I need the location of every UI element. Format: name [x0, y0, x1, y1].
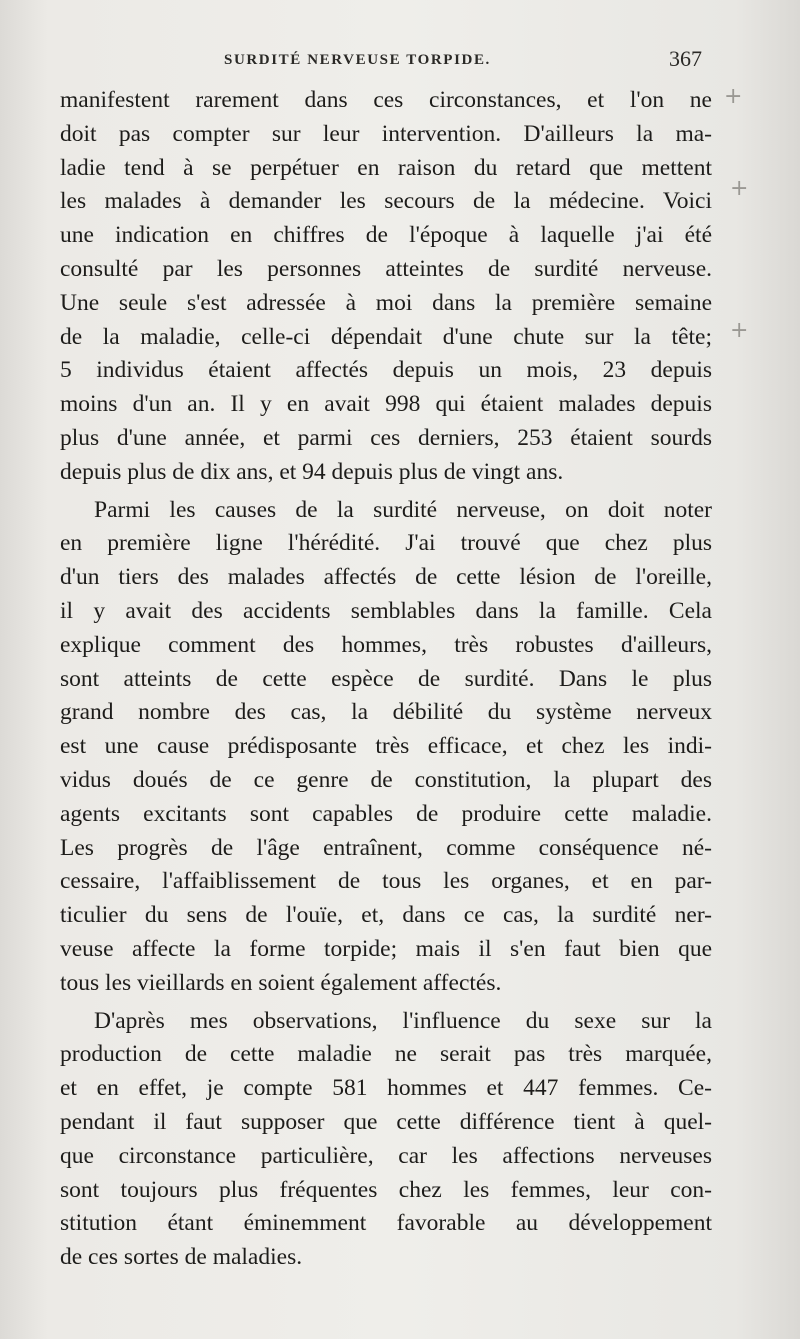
paragraph-1	[60, 84, 712, 490]
text-line: plus d'une année, et parmi ces derniers, 253 étaient sourds	[60, 424, 712, 451]
text-line: les malades à demander les secours de la médecine. Voici	[60, 188, 712, 215]
text-line: sont toujours plus fréquentes chez les femmes, leur con-	[60, 1176, 712, 1203]
text-line: moins d'un an. Il y en avait 998 qui étaient malades depuis	[60, 391, 712, 418]
text-line: que circonstance particulière, car les affections nerveuses	[60, 1142, 712, 1169]
text-line: Une seule s'est adressée à moi dans la première semaine	[60, 289, 712, 316]
text-line: Les progrès de l'âge entraînent, comme conséquence né-	[60, 834, 712, 861]
text-line: et en effet, je compte 581 hommes et 447 femmes. Ce-	[60, 1075, 712, 1102]
text-line: de la maladie, celle-ci dépendait d'une chute sur la tête;	[60, 323, 712, 350]
text-line: consulté par les personnes atteintes de surdité nerveuse.	[60, 255, 712, 282]
body-text	[60, 84, 712, 1275]
text-line: de ces sortes de maladies.	[60, 1244, 303, 1271]
text-line: pendant il faut supposer que cette différence tient à quel-	[60, 1108, 712, 1135]
text-line: ticulier du sens de l'ouïe, et, dans ce cas, la surdité ner-	[60, 902, 712, 929]
text-line: 5 individus étaient affectés depuis un mois, 23 depuis	[60, 357, 712, 384]
page-header	[60, 46, 710, 74]
text-line: Parmi les causes de la surdité nerveuse, on doit noter	[94, 496, 712, 523]
running-head: SURDITÉ NERVEUSE TORPIDE.	[224, 52, 491, 68]
text-line: doit pas compter sur leur intervention. D'ailleurs la ma-	[60, 120, 712, 147]
text-line: d'un tiers des malades affectés de cette lésion de l'oreille,	[60, 564, 712, 591]
text-line: cessaire, l'affaiblissement de tous les organes, et en par-	[60, 868, 712, 895]
page-number: 367	[669, 46, 702, 71]
text-line: grand nombre des cas, la débilité du système nerveux	[60, 699, 712, 726]
paragraph-3	[60, 1005, 712, 1275]
pencil-mark-icon: +	[730, 318, 749, 343]
text-line: D'après mes observations, l'influence du sexe sur la	[94, 1007, 712, 1034]
text-line: production de cette maladie ne serait pas très marquée,	[60, 1041, 712, 1068]
text-line: sont atteints de cette espèce de surdité. Dans le plus	[60, 665, 712, 692]
text-line: manifestent rarement dans ces circonstances, et l'on ne	[60, 87, 712, 113]
text-line: est une cause prédisposante très efficace, et chez les indi-	[60, 733, 712, 760]
text-line: veuse affecte la forme torpide; mais il s'en faut bien que	[60, 935, 712, 962]
text-line: depuis plus de dix ans, et 94 depuis plus de vingt ans.	[60, 458, 564, 485]
pencil-mark-icon: +	[730, 176, 749, 201]
text-line: stitution étant éminemment favorable au développement	[60, 1210, 712, 1237]
text-line: une indication en chiffres de l'époque à laquelle j'ai été	[60, 222, 712, 249]
text-line: tous les vieillards en soient également affectés.	[60, 969, 502, 996]
paragraph-2	[60, 494, 712, 1001]
text-line: en première ligne l'hérédité. J'ai trouvé que chez plus	[60, 530, 712, 557]
text-line: il y avait des accidents semblables dans la famille. Cela	[60, 597, 712, 624]
text-line: agents excitants sont capables de produire cette maladie.	[60, 800, 712, 827]
text-line: ladie tend à se perpétuer en raison du retard que mettent	[60, 154, 712, 181]
text-line: vidus doués de ce genre de constitution, la plupart des	[60, 766, 712, 793]
pencil-mark-icon: +	[724, 84, 743, 109]
text-line: explique comment des hommes, très robustes d'ailleurs,	[60, 631, 712, 658]
